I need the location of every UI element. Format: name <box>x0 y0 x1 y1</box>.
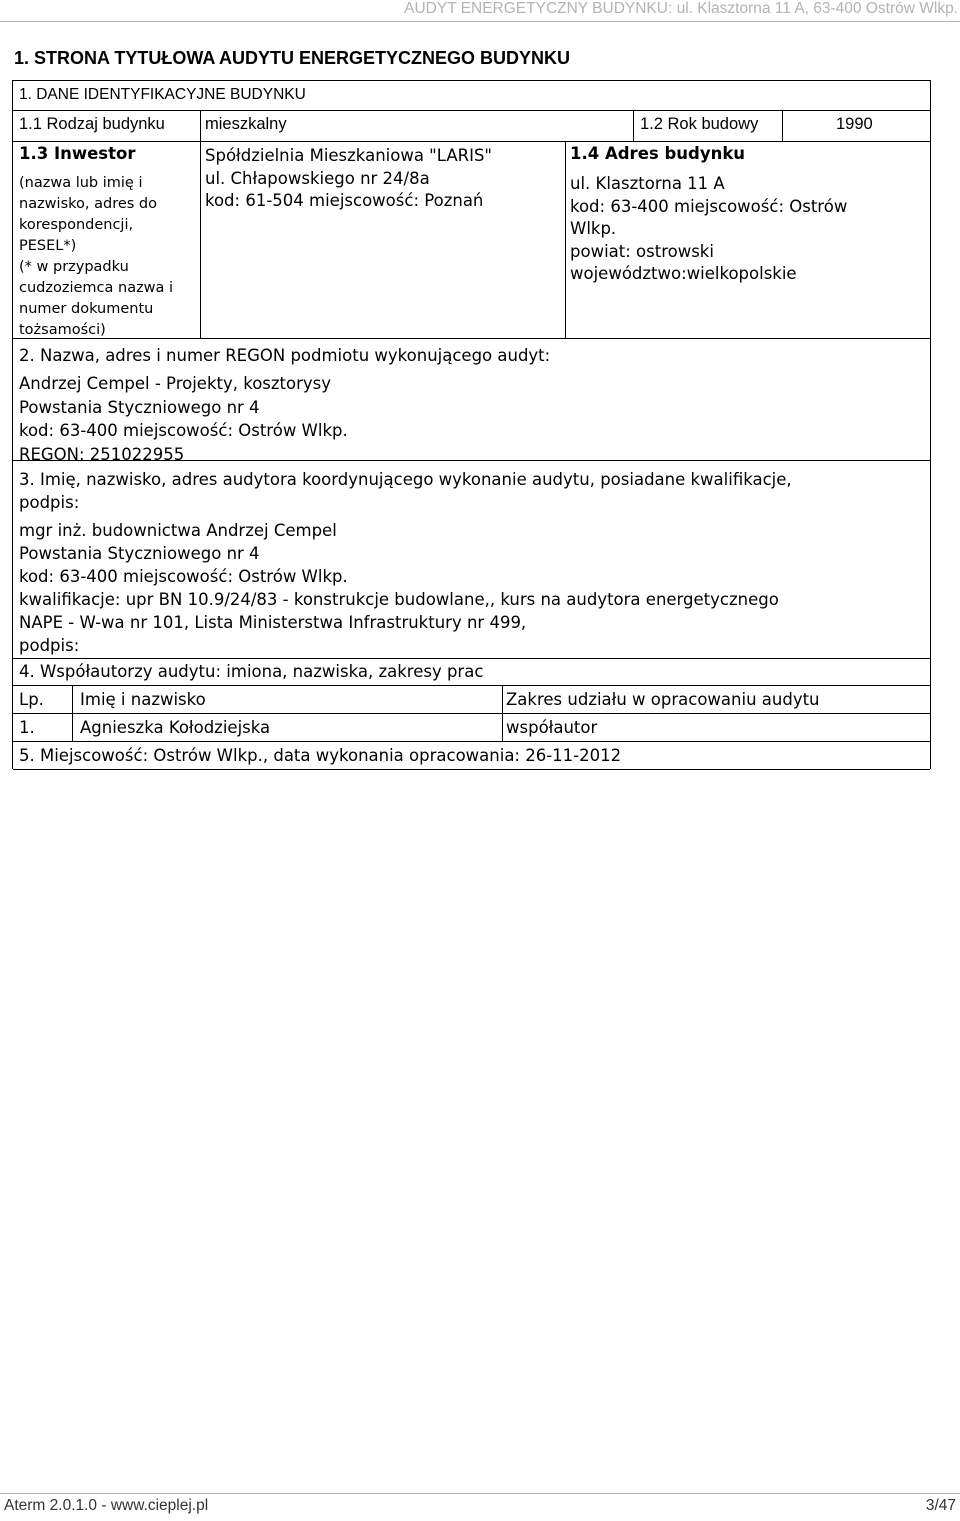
col-header-name: Imię i nazwisko <box>80 690 206 709</box>
page-number: 3/47 <box>925 1497 956 1514</box>
building-type-label: 1.1 Rodzaj budynku <box>19 115 165 133</box>
investor-postcode: kod: 61-504 miejscowość: Poznań <box>205 191 484 210</box>
build-year-label: 1.2 Rok budowy <box>640 115 759 133</box>
s2-title: 2. Nazwa, adres i numer REGON podmiotu wykonującego audyt: <box>19 346 551 365</box>
s3-street: Powstania Styczniowego nr 4 <box>19 544 260 563</box>
table-row-name: Agnieszka Kołodziejska <box>80 718 271 737</box>
investor-note-line: numer dokumentu <box>19 301 154 317</box>
s3-signature-label: podpis: <box>19 636 80 655</box>
footer-rule <box>0 1493 960 1494</box>
s3-qualifications-cont: NAPE - W-wa nr 101, Lista Ministerstwa Infrastruktury nr 499, <box>19 613 527 632</box>
investor-note-line: cudzoziemca nazwa i <box>19 280 174 296</box>
investor-note <box>19 173 173 341</box>
s2-details <box>19 372 348 466</box>
section-title: 1. STRONA TYTUŁOWA AUDYTU ENERGETYCZNEGO BUDYNKU <box>14 48 571 68</box>
s4-title: 4. Współautorzy audytu: imiona, nazwiska, zakresy prac <box>19 662 484 681</box>
s3-title <box>19 468 792 514</box>
investor-note-line: (* w przypadku <box>19 259 129 275</box>
investor-name: Spółdzielnia Mieszkaniowa "LARIS" <box>205 146 493 165</box>
s2-company: Andrzej Cempel - Projekty, kosztorysy <box>19 374 332 393</box>
s3-title-line: 3. Imię, nazwisko, adres audytora koordynującego wykonanie audytu, posiadane kwalifikacje, <box>19 470 792 489</box>
table-row-lp: 1. <box>19 718 35 737</box>
s2-regon: REGON: 251022955 <box>19 444 185 464</box>
s5-place-date: 5. Miejscowość: Ostrów Wlkp., data wykonania opracowania: 26-11-2012 <box>19 746 622 765</box>
s1-title: 1. DANE IDENTYFIKACYJNE BUDYNKU <box>19 86 306 103</box>
address-province: województwo:wielkopolskie <box>570 264 797 283</box>
s3-qualifications: kwalifikacje: upr BN 10.9/24/83 - konstrukcje budowlane,, kurs na audytora energetycznego <box>19 590 779 609</box>
investor-note-line: (nazwa lub imię i <box>19 175 143 191</box>
s3-title-line: podpis: <box>19 493 80 512</box>
col-header-scope: Zakres udziału w opracowaniu audytu <box>506 690 820 709</box>
investor-note-line: korespondencji, <box>19 217 134 233</box>
col-header-lp: Lp. <box>19 690 44 709</box>
address-street: ul. Klasztorna 11 A <box>570 174 725 193</box>
investor-street: ul. Chłapowskiego nr 24/8a <box>205 168 430 188</box>
address-details <box>570 173 847 286</box>
header-rule <box>0 21 960 22</box>
investor-note-line: PESEL*) <box>19 238 77 254</box>
address-district: powiat: ostrowski <box>570 241 714 261</box>
s3-details <box>19 519 779 657</box>
address-postcode: kod: 63-400 miejscowość: Ostrów <box>570 196 848 216</box>
s3-postcode: kod: 63-400 miejscowość: Ostrów Wlkp. <box>19 567 348 586</box>
investor-note-line: nazwisko, adres do <box>19 196 157 212</box>
investor-label: 1.3 Inwestor <box>19 144 136 163</box>
investor-details <box>205 145 492 213</box>
footer-left: Aterm 2.0.1.0 - www.cieplej.pl <box>4 1497 209 1514</box>
s2-postcode: kod: 63-400 miejscowość: Ostrów Wlkp. <box>19 421 348 440</box>
investor-note-line: tożsamości) <box>19 322 106 338</box>
address-label: 1.4 Adres budynku <box>570 144 746 163</box>
building-type-value: mieszkalny <box>205 115 287 133</box>
running-header: AUDYT ENERGETYCZNY BUDYNKU: ul. Klasztorna 11 A, 63-400 Ostrów Wlkp. <box>404 0 958 17</box>
table-row-scope: współautor <box>506 718 598 737</box>
s3-auditor: mgr inż. budownictwa Andrzej Cempel <box>19 521 337 540</box>
address-city-cont: Wlkp. <box>570 219 617 238</box>
build-year-value: 1990 <box>836 115 873 133</box>
s2-street: Powstania Styczniowego nr 4 <box>19 397 260 417</box>
